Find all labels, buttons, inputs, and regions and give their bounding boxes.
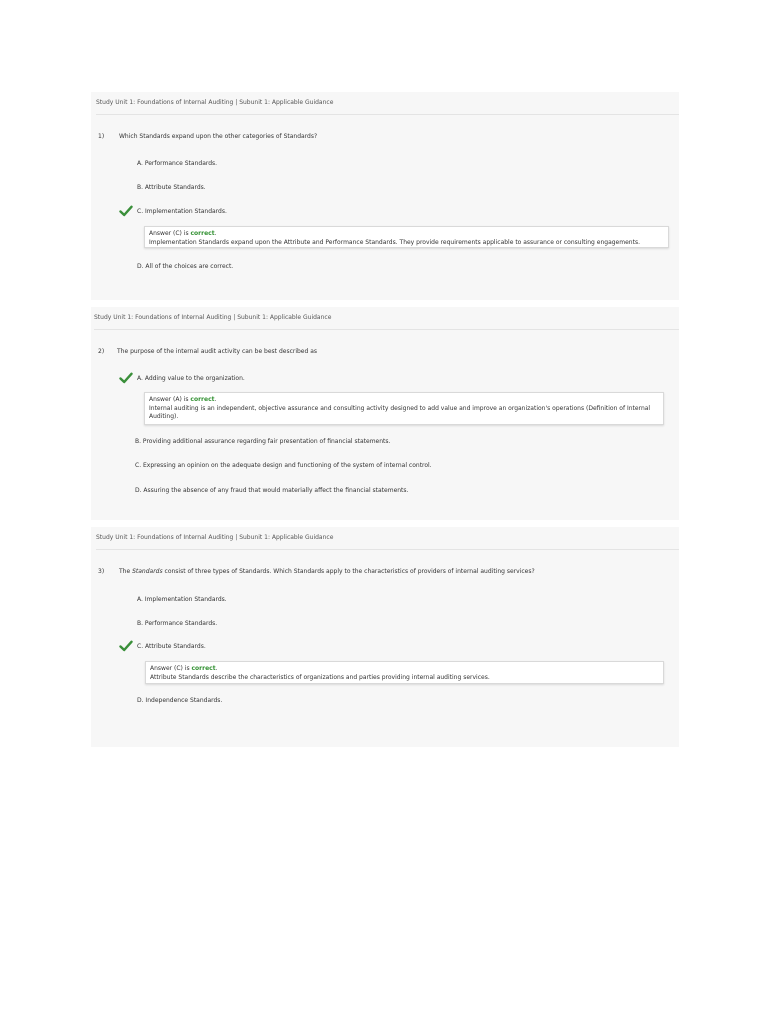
question-header: Study Unit 1: Foundations of Internal Auditing | Subunit 1: Applicable Guidance [94, 307, 679, 330]
check-icon [119, 372, 133, 384]
choice-a[interactable]: A. Adding value to the organization. [137, 375, 245, 382]
choice-c[interactable]: C. Attribute Standards. [137, 643, 206, 650]
question-block-1 [91, 92, 679, 300]
question-number: 1) [98, 133, 105, 140]
choice-c[interactable]: C. Expressing an opinion on the adequate design and functioning of the system of internal control. [135, 462, 432, 469]
choice-a[interactable]: A. Implementation Standards. [137, 596, 227, 603]
standards-italic: Standards [132, 568, 163, 575]
choice-b[interactable]: B. Attribute Standards. [137, 184, 206, 191]
feedback-explanation: Attribute Standards describe the characteristics of organizations and parties providing internal auditing services. [150, 673, 490, 681]
check-icon [119, 205, 133, 217]
choice-b[interactable]: B. Providing additional assurance regarding fair presentation of financial statements. [135, 438, 391, 445]
feedback-verdict: Answer (C) is correct. [149, 230, 217, 237]
feedback-explanation: Internal auditing is an independent, objective assurance and consulting activity designed to add value and improve an organization's operations (Definition of Internal Auditing). [149, 404, 651, 420]
answer-feedback [144, 392, 664, 425]
question-header: Study Unit 1: Foundations of Internal Auditing | Subunit 1: Applicable Guidance [96, 527, 679, 550]
question-number: 2) [98, 348, 105, 355]
question-block-2 [91, 307, 679, 520]
correct-label: correct [190, 396, 215, 403]
question-text: Which Standards expand upon the other categories of Standards? [119, 133, 318, 140]
question-text: The Standards consist of three types of Standards. Which Standards apply to the characteristics of providers of internal auditing services? [119, 568, 535, 575]
choice-a[interactable]: A. Performance Standards. [137, 160, 218, 167]
question-text: The purpose of the internal audit activity can be best described as [117, 348, 318, 355]
correct-label: correct [191, 665, 216, 672]
choice-d[interactable]: D. Independence Standards. [137, 697, 223, 704]
question-number: 3) [98, 568, 105, 575]
question-block-3 [91, 527, 679, 747]
choice-d[interactable]: D. Assuring the absence of any fraud that would materially affect the financial statements. [135, 487, 409, 494]
choice-c[interactable]: C. Implementation Standards. [137, 208, 227, 215]
feedback-explanation: Implementation Standards expand upon the Attribute and Performance Standards. They provide requirements applicable to assurance or consulting engagements. [149, 238, 640, 246]
choice-d[interactable]: D. All of the choices are correct. [137, 263, 234, 270]
question-header: Study Unit 1: Foundations of Internal Auditing | Subunit 1: Applicable Guidance [96, 92, 679, 115]
feedback-verdict: Answer (A) is correct. [149, 396, 217, 403]
choice-b[interactable]: B. Performance Standards. [137, 620, 218, 627]
check-icon [119, 640, 133, 652]
answer-feedback [144, 226, 669, 248]
answer-feedback [145, 661, 664, 684]
feedback-verdict: Answer (C) is correct. [150, 665, 218, 672]
correct-label: correct [190, 230, 215, 237]
